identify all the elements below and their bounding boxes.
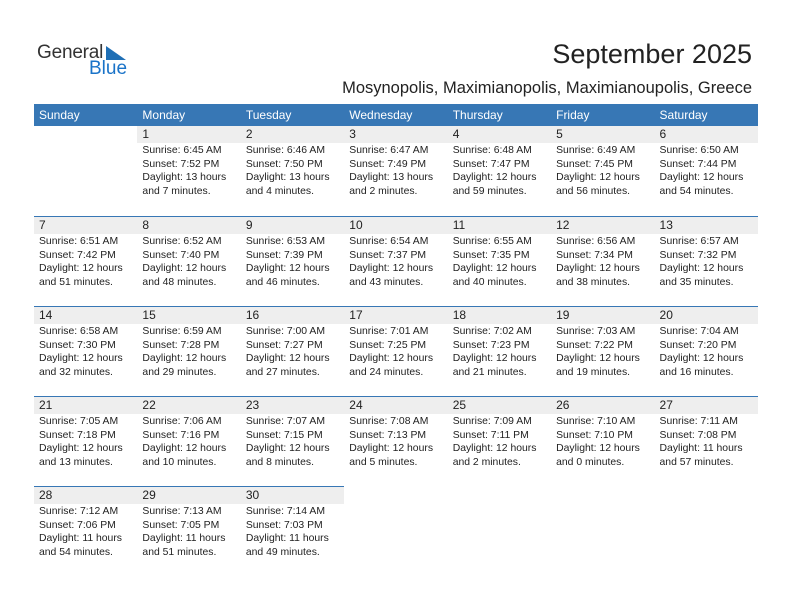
day-cell: [137, 486, 240, 576]
day-number: 9: [241, 216, 344, 234]
sunset-text: Sunset: 7:16 PM: [142, 429, 220, 441]
day-number: 14: [34, 306, 137, 324]
daylight-text: Daylight: 12 hours: [142, 263, 227, 274]
sunset-text: Sunset: 7:06 PM: [39, 519, 116, 531]
empty-day-cell: [34, 126, 137, 216]
sunrise-text: Sunrise: 7:12 AM: [39, 506, 119, 517]
sunset-text: Sunset: 7:20 PM: [659, 339, 737, 351]
sunset-text: Sunset: 7:50 PM: [245, 158, 323, 170]
sunrise-text: Sunrise: 6:54 AM: [349, 236, 429, 247]
sunset-text: Sunset: 7:42 PM: [39, 249, 116, 261]
daylight-text: and 2 minutes.: [452, 456, 521, 468]
daylight-text: Daylight: 12 hours: [39, 263, 123, 274]
sunrise-text: Sunrise: 7:06 AM: [142, 416, 222, 427]
daylight-text: Daylight: 12 hours: [452, 263, 537, 274]
day-cell: [655, 396, 758, 486]
sunset-text: Sunset: 7:08 PM: [659, 429, 737, 441]
daylight-text: Daylight: 11 hours: [142, 533, 226, 544]
daylight-text: and 54 minutes.: [659, 185, 734, 197]
day-number: [655, 486, 758, 504]
day-number: 3: [344, 126, 447, 143]
day-cell: [344, 126, 447, 216]
day-cell: [137, 396, 240, 486]
daylight-text: and 5 minutes.: [349, 456, 418, 468]
sunset-text: Sunset: 7:44 PM: [659, 158, 737, 170]
sunset-text: Sunset: 7:15 PM: [245, 429, 323, 441]
calendar-weeks: [34, 126, 758, 576]
day-cell: [551, 396, 654, 486]
day-number: [551, 486, 654, 504]
calendar-week-row: [34, 126, 758, 216]
sunrise-text: Sunrise: 6:57 AM: [659, 236, 739, 247]
day-cell: [137, 306, 240, 396]
daylight-text: and 51 minutes.: [39, 276, 113, 288]
daylight-text: Daylight: 12 hours: [659, 353, 744, 364]
daylight-text: Daylight: 12 hours: [556, 172, 640, 183]
daylight-text: Daylight: 13 hours: [142, 172, 227, 183]
day-number: 27: [655, 396, 758, 414]
sunset-text: Sunset: 7:52 PM: [142, 158, 220, 170]
day-number: 20: [655, 306, 758, 324]
sunrise-text: Sunrise: 6:55 AM: [452, 236, 532, 247]
calendar-week-row: [34, 216, 758, 306]
weekday-header: Sunday: [39, 108, 80, 122]
sunset-text: Sunset: 7:39 PM: [245, 249, 323, 261]
weekday-header: Friday: [556, 108, 590, 122]
weekday-header: Saturday: [659, 108, 708, 122]
day-cell: [34, 486, 137, 576]
sunset-text: Sunset: 7:28 PM: [142, 339, 220, 351]
logo-text-blue: Blue: [89, 58, 128, 79]
sunset-text: Sunset: 7:35 PM: [452, 249, 530, 261]
sunrise-text: Sunrise: 7:05 AM: [39, 416, 119, 427]
day-cell: [448, 396, 551, 486]
daylight-text: and 21 minutes.: [452, 366, 527, 378]
page-title: September 2025: [552, 39, 752, 69]
daylight-text: and 56 minutes.: [556, 185, 631, 197]
daylight-text: and 49 minutes.: [245, 546, 320, 558]
sunset-text: Sunset: 7:34 PM: [556, 249, 633, 261]
daylight-text: Daylight: 11 hours: [659, 443, 743, 454]
daylight-text: and 40 minutes.: [452, 276, 527, 288]
weekday-header-row: [34, 104, 758, 126]
location-subtitle: Mosynopolis, Maximianopolis, Maximianoupolis, Greece: [342, 79, 752, 97]
sunrise-text: Sunrise: 6:46 AM: [245, 145, 325, 156]
daylight-text: Daylight: 12 hours: [452, 353, 537, 364]
sunrise-text: Sunrise: 7:14 AM: [245, 506, 325, 517]
daylight-text: Daylight: 12 hours: [39, 353, 123, 364]
daylight-text: Daylight: 13 hours: [245, 172, 330, 183]
day-number: 28: [34, 486, 137, 504]
daylight-text: and 46 minutes.: [245, 276, 320, 288]
daylight-text: and 24 minutes.: [349, 366, 424, 378]
day-number: 29: [137, 486, 240, 504]
weekday-header: Wednesday: [349, 108, 413, 122]
daylight-text: Daylight: 13 hours: [349, 172, 434, 183]
daylight-text: Daylight: 12 hours: [659, 263, 744, 274]
day-cell: [344, 216, 447, 306]
day-cell: [551, 216, 654, 306]
daylight-text: and 19 minutes.: [556, 366, 631, 378]
sunset-text: Sunset: 7:18 PM: [39, 429, 116, 441]
daylight-text: and 51 minutes.: [142, 546, 217, 558]
day-number: 8: [137, 216, 240, 234]
daylight-text: Daylight: 12 hours: [39, 443, 123, 454]
day-cell: [655, 126, 758, 216]
day-number: 7: [34, 216, 137, 234]
sunset-text: Sunset: 7:37 PM: [349, 249, 427, 261]
day-number: 16: [241, 306, 344, 324]
sunrise-text: Sunrise: 6:56 AM: [556, 236, 636, 247]
day-cell: [34, 216, 137, 306]
day-number: 10: [344, 216, 447, 234]
sunset-text: Sunset: 7:11 PM: [452, 429, 529, 441]
daylight-text: and 32 minutes.: [39, 366, 113, 378]
day-cell: [137, 126, 240, 216]
day-number: 30: [241, 486, 344, 504]
daylight-text: and 59 minutes.: [452, 185, 527, 197]
sunrise-text: Sunrise: 6:48 AM: [452, 145, 532, 156]
day-number: 4: [448, 126, 551, 143]
day-cell: [241, 216, 344, 306]
daylight-text: and 4 minutes.: [245, 185, 315, 197]
sunrise-text: Sunrise: 6:52 AM: [142, 236, 222, 247]
day-number: 6: [655, 126, 758, 143]
daylight-text: Daylight: 12 hours: [349, 353, 434, 364]
sunrise-text: Sunrise: 7:10 AM: [556, 416, 636, 427]
daylight-text: Daylight: 12 hours: [556, 443, 640, 454]
daylight-text: and 27 minutes.: [245, 366, 320, 378]
calendar-week-row: [34, 396, 758, 486]
sunrise-text: Sunrise: 6:50 AM: [659, 145, 739, 156]
sunset-text: Sunset: 7:03 PM: [245, 519, 323, 531]
day-cell: [241, 126, 344, 216]
empty-day-cell: [344, 486, 447, 576]
day-number: 17: [344, 306, 447, 324]
daylight-text: Daylight: 11 hours: [245, 533, 329, 544]
day-number: 12: [551, 216, 654, 234]
sunrise-text: Sunrise: 7:08 AM: [349, 416, 429, 427]
sunrise-text: Sunrise: 7:02 AM: [452, 326, 532, 337]
day-number: 18: [448, 306, 551, 324]
logo-text-general: General: [37, 42, 104, 63]
daylight-text: and 38 minutes.: [556, 276, 631, 288]
day-cell: [448, 216, 551, 306]
sunset-text: Sunset: 7:45 PM: [556, 158, 633, 170]
daylight-text: and 13 minutes.: [39, 456, 113, 468]
daylight-text: and 29 minutes.: [142, 366, 217, 378]
sunrise-text: Sunrise: 6:47 AM: [349, 145, 429, 156]
daylight-text: Daylight: 12 hours: [659, 172, 744, 183]
day-cell: [241, 486, 344, 576]
calendar-week-row: [34, 306, 758, 396]
daylight-text: Daylight: 12 hours: [142, 443, 227, 454]
daylight-text: Daylight: 12 hours: [556, 353, 640, 364]
daylight-text: Daylight: 12 hours: [245, 263, 330, 274]
daylight-text: Daylight: 12 hours: [452, 443, 537, 454]
day-number: 25: [448, 396, 551, 414]
generalblue-logo: [37, 42, 137, 82]
day-number: 11: [448, 216, 551, 234]
daylight-text: Daylight: 11 hours: [39, 533, 122, 544]
daylight-text: and 2 minutes.: [349, 185, 418, 197]
day-cell: [34, 396, 137, 486]
sunrise-text: Sunrise: 7:00 AM: [245, 326, 325, 337]
sunset-text: Sunset: 7:10 PM: [556, 429, 633, 441]
day-number: 19: [551, 306, 654, 324]
empty-day-cell: [551, 486, 654, 576]
day-number: [448, 486, 551, 504]
sunrise-text: Sunrise: 6:58 AM: [39, 326, 119, 337]
daylight-text: and 43 minutes.: [349, 276, 424, 288]
daylight-text: Daylight: 12 hours: [349, 443, 434, 454]
day-cell: [344, 306, 447, 396]
sunrise-text: Sunrise: 7:07 AM: [245, 416, 325, 427]
daylight-text: Daylight: 12 hours: [245, 353, 330, 364]
sunset-text: Sunset: 7:05 PM: [142, 519, 220, 531]
daylight-text: Daylight: 12 hours: [142, 353, 227, 364]
sunset-text: Sunset: 7:47 PM: [452, 158, 530, 170]
day-number: 21: [34, 396, 137, 414]
daylight-text: and 8 minutes.: [245, 456, 315, 468]
daylight-text: and 54 minutes.: [39, 546, 113, 558]
sunset-text: Sunset: 7:13 PM: [349, 429, 427, 441]
day-number: [344, 486, 447, 504]
sunrise-text: Sunrise: 7:09 AM: [452, 416, 532, 427]
day-cell: [344, 396, 447, 486]
day-number: 5: [551, 126, 654, 143]
empty-day-cell: [448, 486, 551, 576]
calendar-week-row: [34, 486, 758, 576]
sunset-text: Sunset: 7:27 PM: [245, 339, 323, 351]
daylight-text: Daylight: 12 hours: [245, 443, 330, 454]
day-cell: [551, 306, 654, 396]
day-number: 13: [655, 216, 758, 234]
day-cell: [655, 216, 758, 306]
day-number: 22: [137, 396, 240, 414]
daylight-text: and 35 minutes.: [659, 276, 734, 288]
day-cell: [34, 306, 137, 396]
sunset-text: Sunset: 7:30 PM: [39, 339, 116, 351]
day-cell: [551, 126, 654, 216]
sunrise-text: Sunrise: 6:51 AM: [39, 236, 119, 247]
day-cell: [448, 126, 551, 216]
day-number: 24: [344, 396, 447, 414]
day-number: 1: [137, 126, 240, 143]
sunset-text: Sunset: 7:32 PM: [659, 249, 737, 261]
sunset-text: Sunset: 7:40 PM: [142, 249, 220, 261]
sunset-text: Sunset: 7:22 PM: [556, 339, 633, 351]
sunrise-text: Sunrise: 6:59 AM: [142, 326, 222, 337]
sunrise-text: Sunrise: 6:45 AM: [142, 145, 222, 156]
day-cell: [241, 306, 344, 396]
day-number: 23: [241, 396, 344, 414]
daylight-text: Daylight: 12 hours: [452, 172, 537, 183]
sunrise-text: Sunrise: 6:49 AM: [556, 145, 636, 156]
day-number: [34, 126, 137, 143]
empty-day-cell: [655, 486, 758, 576]
day-cell: [448, 306, 551, 396]
day-cell: [137, 216, 240, 306]
weekday-header: Tuesday: [245, 108, 292, 122]
day-number: 15: [137, 306, 240, 324]
daylight-text: and 0 minutes.: [556, 456, 625, 468]
day-cell: [655, 306, 758, 396]
daylight-text: and 10 minutes.: [142, 456, 217, 468]
calendar: [34, 104, 758, 576]
daylight-text: and 57 minutes.: [659, 456, 734, 468]
day-cell: [241, 396, 344, 486]
sunset-text: Sunset: 7:25 PM: [349, 339, 427, 351]
weekday-header: Thursday: [452, 108, 503, 122]
sunrise-text: Sunrise: 7:04 AM: [659, 326, 739, 337]
daylight-text: and 48 minutes.: [142, 276, 217, 288]
daylight-text: Daylight: 12 hours: [349, 263, 434, 274]
daylight-text: and 7 minutes.: [142, 185, 211, 197]
sunrise-text: Sunrise: 7:01 AM: [349, 326, 429, 337]
weekday-header: Monday: [142, 108, 186, 122]
daylight-text: Daylight: 12 hours: [556, 263, 640, 274]
sunrise-text: Sunrise: 6:53 AM: [245, 236, 325, 247]
sunset-text: Sunset: 7:23 PM: [452, 339, 530, 351]
daylight-text: and 16 minutes.: [659, 366, 734, 378]
day-number: 26: [551, 396, 654, 414]
day-number: 2: [241, 126, 344, 143]
sunrise-text: Sunrise: 7:11 AM: [659, 416, 738, 427]
sunrise-text: Sunrise: 7:03 AM: [556, 326, 636, 337]
sunrise-text: Sunrise: 7:13 AM: [142, 506, 222, 517]
sunset-text: Sunset: 7:49 PM: [349, 158, 427, 170]
